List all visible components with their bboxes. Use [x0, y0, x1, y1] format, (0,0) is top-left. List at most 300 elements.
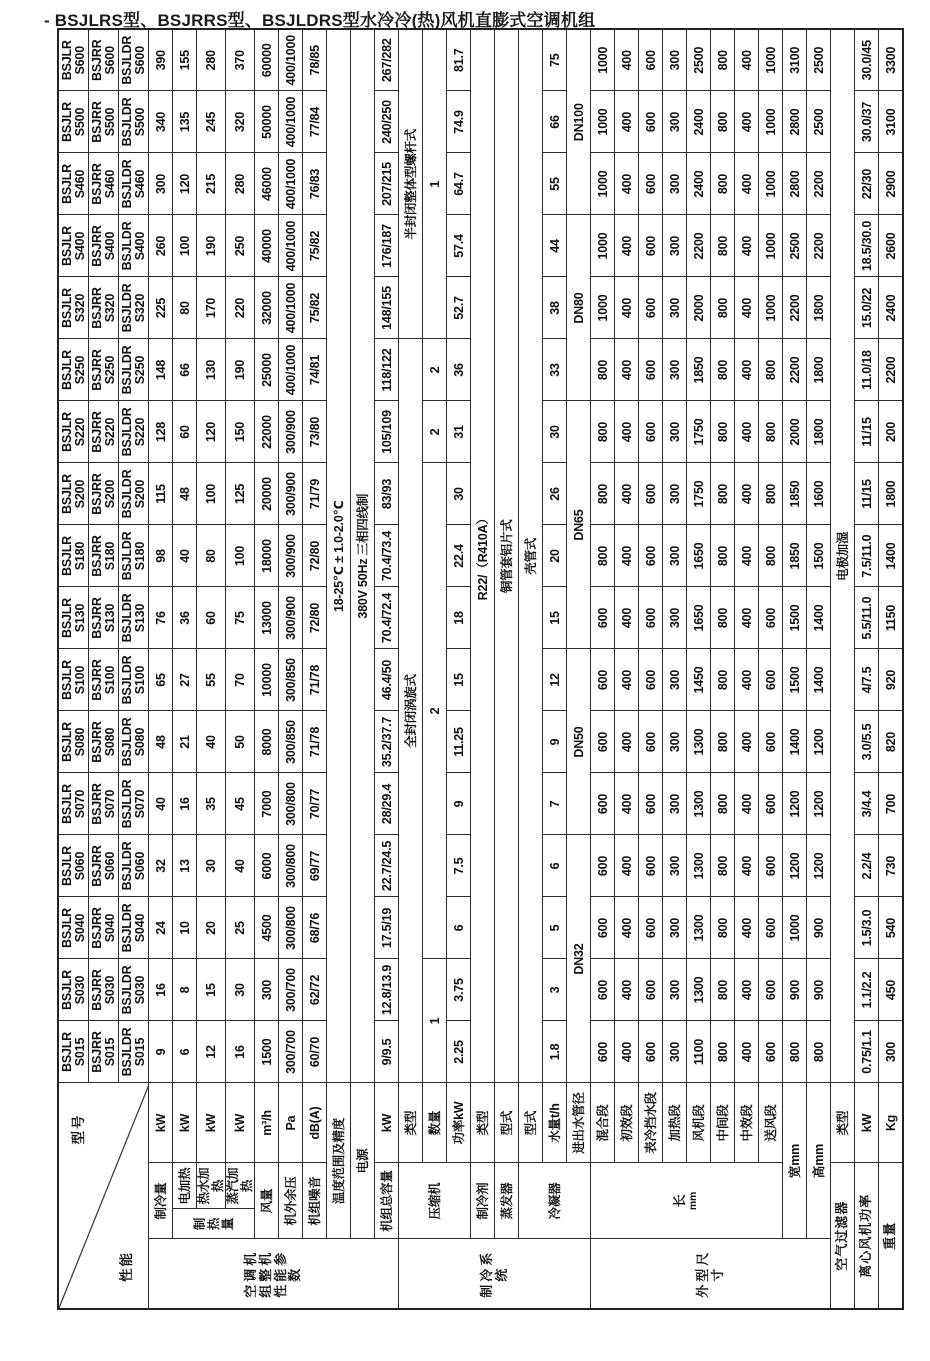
value-cell: 600	[639, 277, 663, 339]
row-label: 风量	[255, 1163, 279, 1239]
row-label: 宽mm	[783, 1083, 807, 1239]
value-cell: 800	[711, 215, 735, 277]
value-cell: 600	[639, 463, 663, 525]
value-cell: 33	[543, 339, 567, 401]
value-cell: 65	[149, 649, 173, 711]
value-cell: 120	[197, 401, 226, 463]
value-cell: 13	[173, 835, 197, 897]
value-cell: 800	[711, 401, 735, 463]
value-cell: 340	[149, 91, 173, 153]
value-cell: 800	[711, 29, 735, 91]
value-cell: 600	[639, 711, 663, 773]
group-label: 空调机组整机性能参数	[149, 1239, 399, 1309]
merged-value-cell: 18-25℃ ± 1.0-2.0℃	[327, 29, 351, 1083]
value-cell: 80	[173, 277, 197, 339]
unit-label: kW	[149, 1083, 173, 1163]
value-cell: 1400	[879, 525, 904, 587]
value-cell: 74.9	[447, 91, 471, 153]
unit-label: 类型	[399, 1083, 423, 1163]
value-cell: 17.5/19	[375, 897, 399, 959]
unit-label: 水量t/h	[543, 1083, 567, 1163]
value-cell: 600	[639, 401, 663, 463]
value-cell: 370	[226, 29, 255, 91]
merged-value-cell: 2	[423, 339, 447, 401]
value-cell: 260	[149, 215, 173, 277]
value-cell: 245	[197, 91, 226, 153]
value-cell: 3.75	[447, 959, 471, 1021]
value-cell: 2500	[687, 29, 711, 91]
model-name: BSJLR S500	[58, 91, 89, 153]
unit-label: kW	[855, 1083, 879, 1163]
row-label: 蒸发器	[495, 1163, 519, 1239]
value-cell: 1150	[879, 587, 904, 649]
value-cell: 300	[255, 959, 279, 1021]
value-cell: 1000	[591, 91, 615, 153]
rotated-table-wrapper	[57, 30, 927, 1310]
value-cell: 300	[663, 897, 687, 959]
value-cell: 1300	[687, 897, 711, 959]
value-cell: 400	[735, 525, 759, 587]
unit-label: kW	[226, 1083, 255, 1163]
value-cell: 35	[197, 773, 226, 835]
value-cell: 800	[711, 897, 735, 959]
value-cell: 1500	[255, 1021, 279, 1083]
value-cell: 600	[591, 897, 615, 959]
value-cell: 1450	[687, 649, 711, 711]
value-cell: 68/76	[303, 897, 327, 959]
value-cell: 1000	[759, 91, 783, 153]
value-cell: 72/80	[303, 587, 327, 649]
value-cell: 7	[543, 773, 567, 835]
value-cell: 730	[879, 835, 904, 897]
value-cell: 75/82	[303, 277, 327, 339]
value-cell: 1000	[783, 897, 807, 959]
value-cell: 52.7	[447, 277, 471, 339]
unit-label: kW	[173, 1083, 197, 1163]
value-cell: 6	[447, 897, 471, 959]
value-cell: 300/850	[279, 649, 303, 711]
model-name: BSJLR S600	[58, 29, 89, 91]
merged-value-cell: 半封闭整体型螺杆式	[399, 29, 423, 339]
model-name: BSJLR S200	[58, 463, 89, 525]
value-cell: 300	[663, 649, 687, 711]
value-cell: 66	[543, 91, 567, 153]
value-cell: 40	[149, 773, 173, 835]
value-cell: 40	[197, 711, 226, 773]
value-cell: 8000	[255, 711, 279, 773]
value-cell: 6	[173, 1021, 197, 1083]
value-cell: 3	[543, 959, 567, 1021]
value-cell: 105/109	[375, 401, 399, 463]
model-name: BSJLDR S500	[119, 91, 149, 153]
value-cell: 400	[615, 339, 639, 401]
value-cell: 9/9.5	[375, 1021, 399, 1083]
value-cell: 1850	[687, 339, 711, 401]
value-cell: 11/15	[855, 401, 879, 463]
value-cell: 57.4	[447, 215, 471, 277]
value-cell: 300	[663, 91, 687, 153]
value-cell: 400/1000	[279, 277, 303, 339]
value-cell: 81.7	[447, 29, 471, 91]
model-name: BSJRR S460	[89, 153, 119, 215]
value-cell: 10	[173, 897, 197, 959]
value-cell: 300/700	[279, 959, 303, 1021]
value-cell: 400	[615, 277, 639, 339]
value-cell: 2400	[687, 153, 711, 215]
value-cell: 900	[807, 959, 831, 1021]
value-cell: 70/77	[303, 773, 327, 835]
value-cell: 76/83	[303, 153, 327, 215]
value-cell: 215	[197, 153, 226, 215]
model-name: BSJLDR S200	[119, 463, 149, 525]
value-cell: 77/84	[303, 91, 327, 153]
value-cell: 920	[879, 649, 904, 711]
value-cell: 280	[197, 29, 226, 91]
value-cell: 800	[591, 463, 615, 525]
value-cell: 3/4.4	[855, 773, 879, 835]
value-cell: 400	[735, 959, 759, 1021]
merged-value-cell: DN50	[567, 649, 591, 835]
row-label: 机组总容量	[375, 1163, 399, 1239]
value-cell: 100	[197, 463, 226, 525]
value-cell: 400	[735, 711, 759, 773]
value-cell: 1500	[783, 587, 807, 649]
value-cell: 2400	[879, 277, 904, 339]
value-cell: 300	[663, 835, 687, 897]
value-cell: 176/187	[375, 215, 399, 277]
value-cell: 400	[615, 215, 639, 277]
value-cell: 800	[711, 153, 735, 215]
value-cell: 700	[879, 773, 904, 835]
value-cell: 1300	[687, 773, 711, 835]
value-cell: 66	[173, 339, 197, 401]
value-cell: 300	[663, 215, 687, 277]
value-cell: 2800	[783, 91, 807, 153]
value-cell: 450	[879, 959, 904, 1021]
model-name: BSJLDR S060	[119, 835, 149, 897]
merged-value-cell: 1	[423, 29, 447, 339]
value-cell: 148/155	[375, 277, 399, 339]
value-cell: 46000	[255, 153, 279, 215]
value-cell: 400	[735, 91, 759, 153]
value-cell: 1300	[687, 835, 711, 897]
value-cell: 300/800	[279, 897, 303, 959]
merged-value-cell: 铜管套铝片式	[495, 29, 519, 1083]
value-cell: 800	[759, 463, 783, 525]
merged-value-cell: DN100	[567, 29, 591, 215]
value-cell: 1200	[783, 773, 807, 835]
value-cell: 600	[639, 29, 663, 91]
value-cell: 35.2/37.7	[375, 711, 399, 773]
value-cell: 148	[149, 339, 173, 401]
value-cell: 155	[173, 29, 197, 91]
model-name: BSJRR S080	[89, 711, 119, 773]
model-name: BSJRR S130	[89, 587, 119, 649]
value-cell: 30	[226, 959, 255, 1021]
row-label: 空气过滤器	[831, 1163, 855, 1309]
value-cell: 300	[663, 587, 687, 649]
value-cell: 2800	[783, 153, 807, 215]
value-cell: 22.4	[447, 525, 471, 587]
value-cell: 600	[639, 773, 663, 835]
row-label: 机组噪音	[303, 1163, 327, 1239]
value-cell: 400	[615, 1021, 639, 1083]
row-label: 长 mm	[591, 1163, 783, 1239]
value-cell: 600	[759, 897, 783, 959]
value-cell: 400	[615, 649, 639, 711]
value-cell: 15	[197, 959, 226, 1021]
model-name: BSJRR S030	[89, 959, 119, 1021]
value-cell: 600	[639, 1021, 663, 1083]
value-cell: 800	[807, 1021, 831, 1083]
value-cell: 118/122	[375, 339, 399, 401]
value-cell: 600	[591, 649, 615, 711]
value-cell: 900	[807, 897, 831, 959]
value-cell: 600	[759, 959, 783, 1021]
value-cell: 135	[173, 91, 197, 153]
value-cell: 1600	[807, 463, 831, 525]
value-cell: 225	[149, 277, 173, 339]
unit-label: 型式	[495, 1083, 519, 1163]
value-cell: 1300	[687, 711, 711, 773]
value-cell: 800	[711, 959, 735, 1021]
value-cell: 76	[149, 587, 173, 649]
model-name: BSJRR S070	[89, 773, 119, 835]
model-name: BSJLR S060	[58, 835, 89, 897]
value-cell: 400	[735, 401, 759, 463]
model-name: BSJLR S015	[58, 1021, 89, 1083]
value-cell: 50000	[255, 91, 279, 153]
value-cell: 6	[543, 835, 567, 897]
model-name: BSJLR S040	[58, 897, 89, 959]
value-cell: 83/93	[375, 463, 399, 525]
model-name: BSJLR S030	[58, 959, 89, 1021]
value-cell: 1800	[807, 339, 831, 401]
value-cell: 100	[173, 215, 197, 277]
value-cell: 170	[197, 277, 226, 339]
value-cell: 267/282	[375, 29, 399, 91]
value-cell: 600	[639, 339, 663, 401]
model-name: BSJLDR S250	[119, 339, 149, 401]
value-cell: 800	[711, 1021, 735, 1083]
page-title: - BSJLRS型、BSJRRS型、BSJLDRS型水冷冷(热)风机直膨式空调机组	[44, 11, 596, 30]
value-cell: 600	[639, 835, 663, 897]
value-cell: 400	[735, 463, 759, 525]
value-cell: 60	[173, 401, 197, 463]
value-cell: 300/800	[279, 773, 303, 835]
value-cell: 16	[226, 1021, 255, 1083]
value-cell: 2500	[807, 29, 831, 91]
value-cell: 75/82	[303, 215, 327, 277]
value-cell: 55	[197, 649, 226, 711]
value-cell: 1.8	[543, 1021, 567, 1083]
value-cell: 800	[711, 649, 735, 711]
value-cell: 320	[226, 91, 255, 153]
value-cell: 36	[173, 587, 197, 649]
unit-label: kW	[197, 1083, 226, 1163]
value-cell: 600	[759, 773, 783, 835]
value-cell: 300	[663, 339, 687, 401]
row-label: 制热量	[173, 1209, 255, 1239]
value-cell: 2200	[807, 153, 831, 215]
value-cell: 400/1000	[279, 215, 303, 277]
value-cell: 800	[711, 339, 735, 401]
value-cell: 73/80	[303, 401, 327, 463]
value-cell: 600	[639, 959, 663, 1021]
value-cell: 1650	[687, 525, 711, 587]
value-cell: 600	[639, 215, 663, 277]
value-cell: 900	[783, 959, 807, 1021]
value-cell: 1750	[687, 401, 711, 463]
model-name: BSJRR S060	[89, 835, 119, 897]
value-cell: 800	[783, 1021, 807, 1083]
value-cell: 300/850	[279, 711, 303, 773]
value-cell: 12	[543, 649, 567, 711]
value-cell: 300	[663, 277, 687, 339]
value-cell: 600	[759, 835, 783, 897]
value-cell: 27	[173, 649, 197, 711]
group-label: 外型尺寸	[591, 1239, 831, 1309]
value-cell: 600	[591, 1021, 615, 1083]
value-cell: 30	[447, 463, 471, 525]
value-cell: 600	[639, 897, 663, 959]
value-cell: 50	[226, 711, 255, 773]
value-cell: 2200	[783, 277, 807, 339]
value-cell: 4/7.5	[855, 649, 879, 711]
value-cell: 38	[543, 277, 567, 339]
value-cell: 800	[711, 463, 735, 525]
value-cell: 2.2/4	[855, 835, 879, 897]
model-name: BSJRR S200	[89, 463, 119, 525]
value-cell: 5	[543, 897, 567, 959]
value-cell: 400	[615, 959, 639, 1021]
model-name: BSJLDR S220	[119, 401, 149, 463]
model-name: BSJLDR S070	[119, 773, 149, 835]
value-cell: 1400	[807, 649, 831, 711]
value-cell: 400	[615, 525, 639, 587]
value-cell: 300/800	[279, 835, 303, 897]
value-cell: 1100	[687, 1021, 711, 1083]
value-cell: 400	[615, 91, 639, 153]
model-name: BSJLR S180	[58, 525, 89, 587]
value-cell: 400	[615, 401, 639, 463]
value-cell: 800	[711, 277, 735, 339]
value-cell: 820	[879, 711, 904, 773]
value-cell: 400	[735, 897, 759, 959]
value-cell: 2500	[807, 91, 831, 153]
value-cell: 18.5/30.0	[855, 215, 879, 277]
model-name: BSJRR S250	[89, 339, 119, 401]
merged-value-cell: DN80	[567, 215, 591, 401]
value-cell: 400	[615, 835, 639, 897]
value-cell: 25000	[255, 339, 279, 401]
unit-label: kW	[375, 1083, 399, 1163]
value-cell: 300	[149, 153, 173, 215]
model-name: BSJLR S400	[58, 215, 89, 277]
value-cell: 250	[226, 215, 255, 277]
value-cell: 800	[591, 339, 615, 401]
model-name: BSJLDR S130	[119, 587, 149, 649]
value-cell: 800	[711, 711, 735, 773]
value-cell: 400	[615, 897, 639, 959]
value-cell: 600	[591, 773, 615, 835]
value-cell: 22.7/24.5	[375, 835, 399, 897]
model-name: BSJLDR S030	[119, 959, 149, 1021]
unit-label: 表冷挡水段	[639, 1083, 663, 1163]
value-cell: 125	[226, 463, 255, 525]
value-cell: 1000	[759, 277, 783, 339]
value-cell: 800	[711, 525, 735, 587]
value-cell: 600	[759, 649, 783, 711]
value-cell: 300/900	[279, 525, 303, 587]
row-label: 制冷剂	[471, 1163, 495, 1239]
value-cell: 400	[615, 463, 639, 525]
value-cell: 9	[543, 711, 567, 773]
value-cell: 800	[759, 401, 783, 463]
model-name: BSJLR S250	[58, 339, 89, 401]
merged-value-cell: 壳管式	[519, 29, 543, 1083]
value-cell: 800	[711, 91, 735, 153]
value-cell: 28/29.4	[375, 773, 399, 835]
value-cell: 30.0/45	[855, 29, 879, 91]
unit-label: 数量	[423, 1083, 447, 1163]
value-cell: 12	[197, 1021, 226, 1083]
unit-label: Kg	[879, 1083, 904, 1163]
merged-value-cell: 2	[423, 401, 447, 463]
model-name: BSJRR S600	[89, 29, 119, 91]
value-cell: 400	[615, 773, 639, 835]
value-cell: 300	[663, 525, 687, 587]
value-cell: 1800	[807, 277, 831, 339]
value-cell: 128	[149, 401, 173, 463]
value-cell: 800	[591, 401, 615, 463]
value-cell: 3300	[879, 29, 904, 91]
value-cell: 300	[663, 29, 687, 91]
unit-label: 型式	[519, 1083, 543, 1163]
value-cell: 2900	[879, 153, 904, 215]
value-cell: 64.7	[447, 153, 471, 215]
value-cell: 130	[197, 339, 226, 401]
value-cell: 600	[759, 711, 783, 773]
value-cell: 72/80	[303, 525, 327, 587]
value-cell: 1200	[783, 835, 807, 897]
value-cell: 8	[173, 959, 197, 1021]
value-cell: 31	[447, 401, 471, 463]
value-cell: 1000	[591, 215, 615, 277]
value-cell: 300/900	[279, 463, 303, 525]
unit-label: dB(A)	[303, 1083, 327, 1163]
value-cell: 30.0/37	[855, 91, 879, 153]
value-cell: 75	[226, 587, 255, 649]
value-cell: 1400	[807, 587, 831, 649]
value-cell: 400	[735, 1021, 759, 1083]
value-cell: 10000	[255, 649, 279, 711]
value-cell: 6000	[255, 835, 279, 897]
value-cell: 75	[543, 29, 567, 91]
value-cell: 60000	[255, 29, 279, 91]
value-cell: 2600	[879, 215, 904, 277]
value-cell: 36	[447, 339, 471, 401]
value-cell: 1000	[759, 215, 783, 277]
value-cell: 400	[735, 153, 759, 215]
model-name: BSJLR S130	[58, 587, 89, 649]
value-cell: 300	[663, 153, 687, 215]
value-cell: 40	[173, 525, 197, 587]
value-cell: 120	[173, 153, 197, 215]
value-cell: 80	[197, 525, 226, 587]
value-cell: 2500	[783, 215, 807, 277]
value-cell: 280	[226, 153, 255, 215]
